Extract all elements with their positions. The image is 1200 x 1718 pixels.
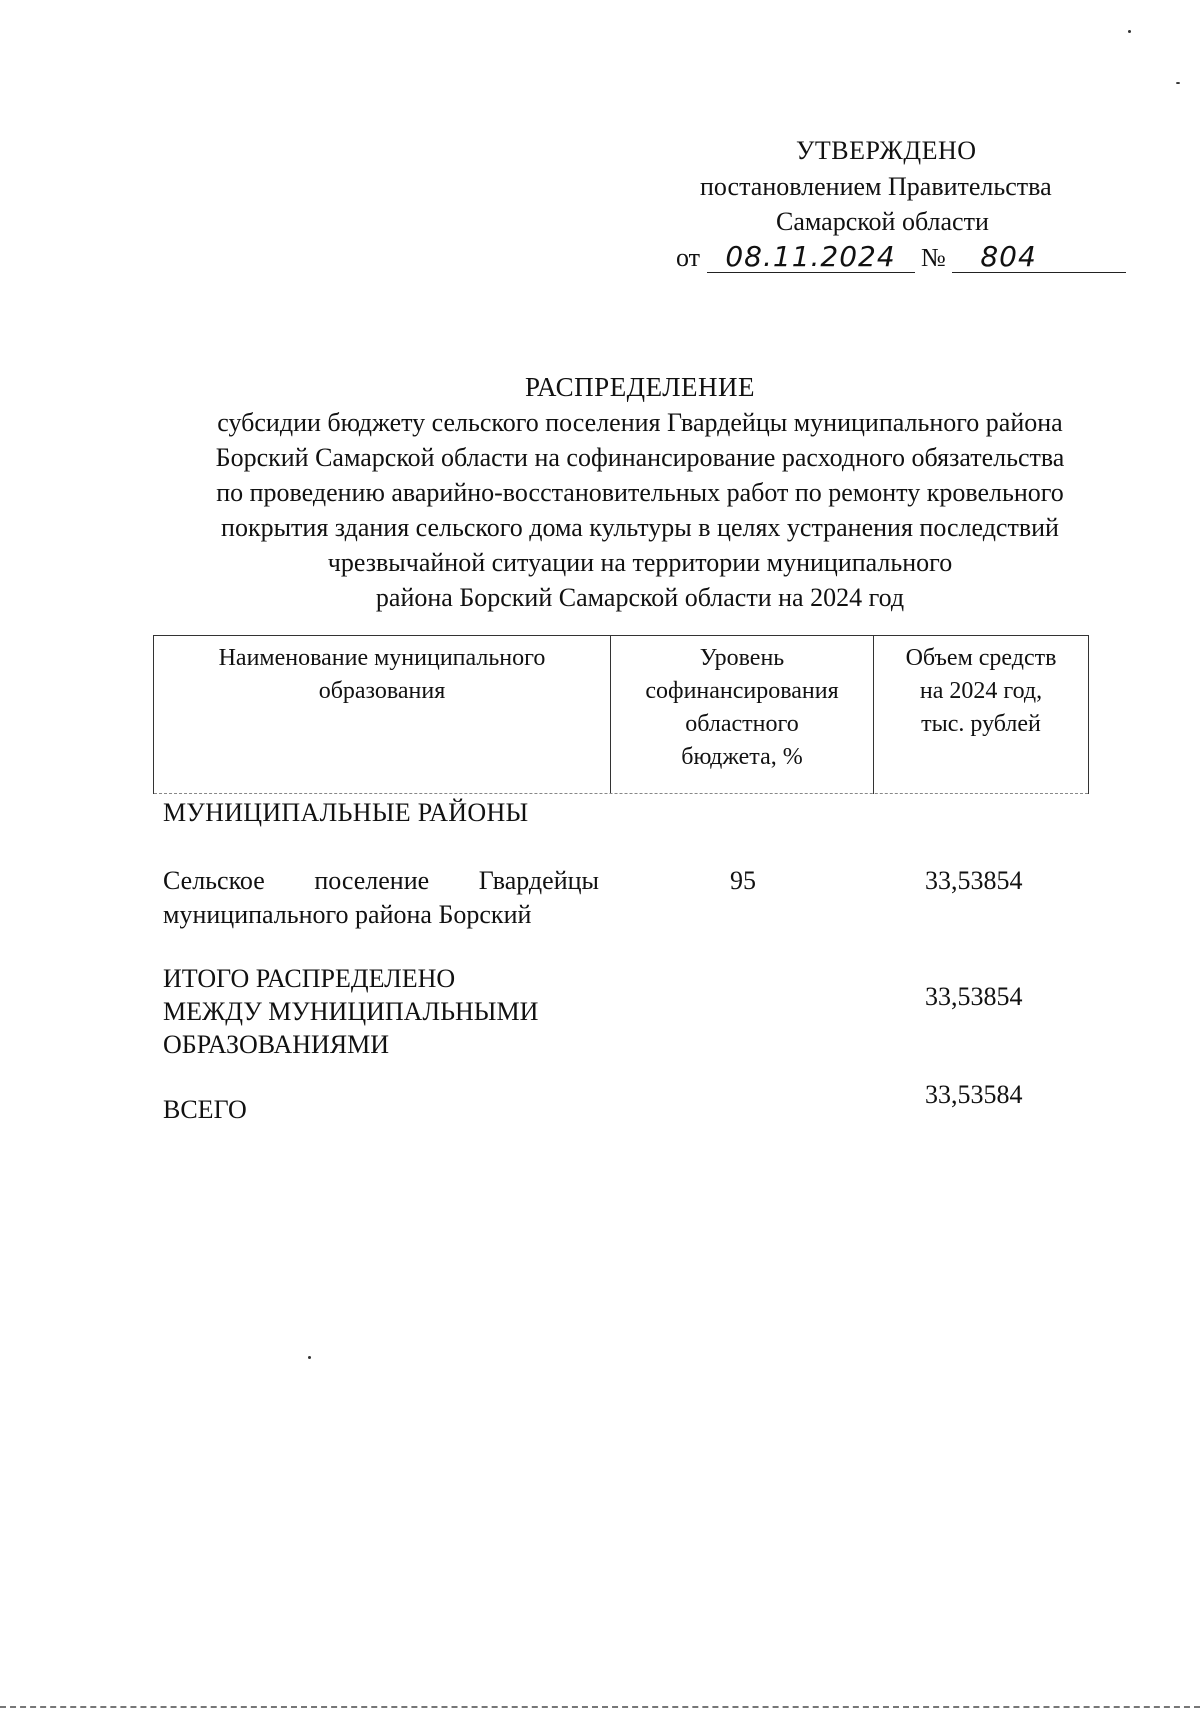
header-text: тыс. рублей: [921, 711, 1041, 737]
approval-status: УТВЕРЖДЕНО: [796, 136, 977, 165]
total-label-line: ОБРАЗОВАНИЯМИ: [163, 1030, 390, 1059]
header-municipality-name: [154, 636, 611, 794]
row-name-line1: [163, 864, 599, 898]
approval-authority: постановлением Правительства: [700, 172, 1052, 201]
grand-total-value: 33,53584: [925, 1080, 1023, 1109]
handwritten-number: 804: [952, 242, 1126, 273]
row-name-word: поселение: [314, 866, 430, 895]
title-line: по проведению аварийно-восстановительных работ по ремонту кровельного: [216, 478, 1064, 507]
handwritten-date: 08.11.2024: [707, 242, 915, 273]
header-text: бюджета, %: [681, 744, 803, 770]
header-divider: [154, 793, 1088, 794]
header-text: софинансирования: [645, 678, 839, 704]
title-line: покрытия здания сельского дома культуры в целях устранения последствий: [221, 513, 1059, 542]
header-funds-volume: [874, 636, 1088, 794]
approval-date-number: [676, 242, 1126, 274]
row-name-word: Гвардейцы: [478, 866, 599, 895]
from-label: от: [676, 243, 701, 272]
title-line: чрезвычайной ситуации на территории муниципального: [327, 548, 953, 577]
title-line: района Борский Самарской области на 2024 год: [375, 583, 905, 612]
scan-edge: [0, 1706, 1200, 1708]
table-row-volume: 33,53854: [925, 866, 1023, 895]
header-text: на 2024 год,: [919, 678, 1043, 704]
table-row-level: 95: [730, 866, 756, 895]
total-label-line: МЕЖДУ МУНИЦИПАЛЬНЫМИ: [163, 997, 539, 1026]
scan-speck: [308, 1356, 311, 1359]
number-label: №: [921, 243, 946, 272]
grand-total-label: ВСЕГО: [163, 1095, 247, 1124]
row-name-line2: муниципального района Борский: [163, 900, 532, 929]
title-heading: РАСПРЕДЕЛЕНИЕ: [524, 372, 756, 402]
row-name-word: Сельское: [163, 866, 265, 895]
header-cofinancing-level: [611, 636, 874, 794]
section-label: МУНИЦИПАЛЬНЫЕ РАЙОНЫ: [163, 798, 529, 827]
table-header: [153, 635, 1089, 794]
header-text: Уровень: [699, 645, 785, 671]
header-text: Наименование муниципального: [218, 645, 546, 671]
scan-speck: [1128, 30, 1131, 33]
header-text: областного: [685, 711, 799, 737]
total-label-line: ИТОГО РАСПРЕДЕЛЕНО: [163, 964, 456, 993]
header-text: образования: [318, 678, 446, 704]
document-title: [150, 370, 1130, 615]
approval-region: Самарской области: [776, 207, 989, 236]
scan-speck: [1176, 82, 1180, 84]
title-line: Борский Самарской области на софинансирование расходного обязательства: [215, 443, 1065, 472]
total-label: [163, 962, 538, 1061]
title-line: субсидии бюджету сельского поселения Гвардейцы муниципального района: [217, 408, 1063, 437]
total-value: 33,53854: [925, 982, 1023, 1011]
table-row-name: [163, 864, 599, 932]
header-text: Объем средств: [905, 645, 1057, 671]
